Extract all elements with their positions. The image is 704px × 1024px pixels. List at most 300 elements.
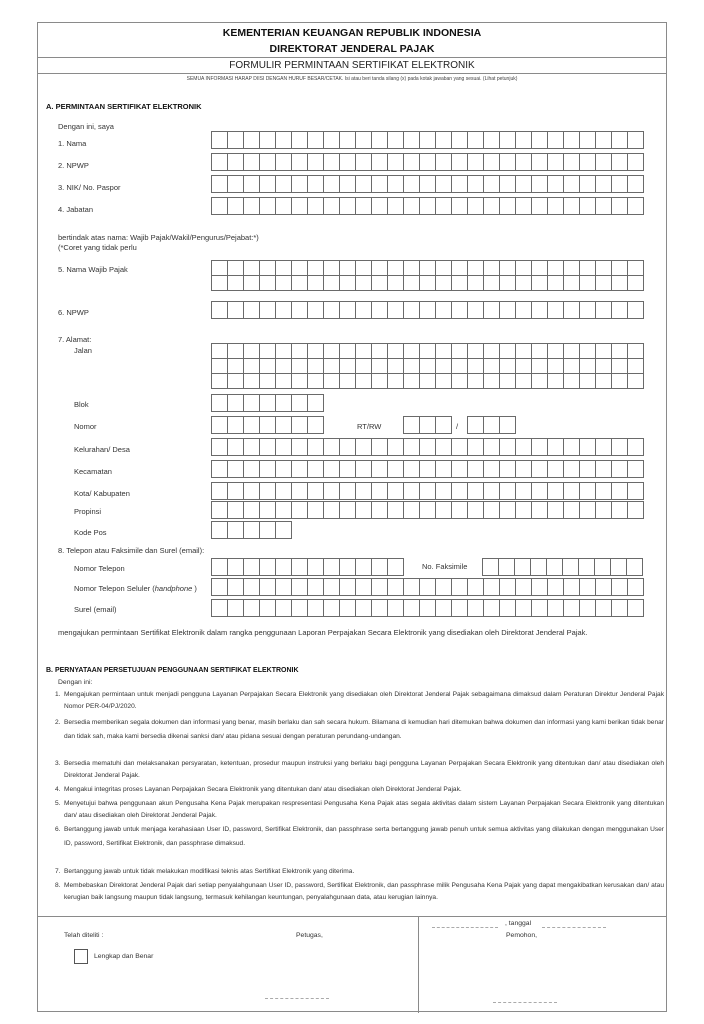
char-box[interactable] <box>356 176 372 193</box>
char-box[interactable] <box>260 439 276 456</box>
char-box[interactable] <box>356 276 372 291</box>
char-box[interactable] <box>372 600 388 617</box>
char-box[interactable] <box>244 359 260 374</box>
char-box[interactable] <box>308 198 324 215</box>
char-box[interactable] <box>404 176 420 193</box>
char-box[interactable] <box>532 261 548 276</box>
char-box[interactable] <box>276 132 292 149</box>
char-box[interactable] <box>228 502 244 519</box>
char-box[interactable] <box>292 502 308 519</box>
char-box[interactable] <box>436 132 452 149</box>
char-box[interactable] <box>436 417 452 434</box>
char-box[interactable] <box>372 502 388 519</box>
char-box[interactable] <box>260 559 276 576</box>
char-box[interactable] <box>420 600 436 617</box>
province-input-boxes[interactable] <box>211 501 644 519</box>
char-box[interactable] <box>356 154 372 171</box>
char-box[interactable] <box>596 439 612 456</box>
char-box[interactable] <box>500 374 516 389</box>
char-box[interactable] <box>244 344 260 359</box>
char-box[interactable] <box>596 154 612 171</box>
char-box[interactable] <box>548 461 564 478</box>
char-box[interactable] <box>324 502 340 519</box>
char-box[interactable] <box>372 439 388 456</box>
char-box[interactable] <box>324 276 340 291</box>
char-box[interactable] <box>564 579 580 596</box>
char-box[interactable] <box>468 261 484 276</box>
char-box[interactable] <box>516 579 532 596</box>
rt-input-boxes[interactable] <box>403 416 452 434</box>
char-box[interactable] <box>308 483 324 500</box>
char-box[interactable] <box>276 261 292 276</box>
char-box[interactable] <box>308 461 324 478</box>
char-box[interactable] <box>436 439 452 456</box>
char-box[interactable] <box>308 579 324 596</box>
char-box[interactable] <box>388 439 404 456</box>
char-box[interactable] <box>564 261 580 276</box>
char-box[interactable] <box>420 483 436 500</box>
char-box[interactable] <box>324 374 340 389</box>
char-box[interactable] <box>244 417 260 434</box>
char-box[interactable] <box>404 579 420 596</box>
char-box[interactable] <box>260 276 276 291</box>
char-box[interactable] <box>500 483 516 500</box>
char-box[interactable] <box>532 344 548 359</box>
char-box[interactable] <box>595 559 611 576</box>
char-box[interactable] <box>436 198 452 215</box>
char-box[interactable] <box>628 374 644 389</box>
char-box[interactable] <box>324 302 340 319</box>
char-box[interactable] <box>580 579 596 596</box>
char-box[interactable] <box>500 439 516 456</box>
char-box[interactable] <box>308 302 324 319</box>
char-box[interactable] <box>292 302 308 319</box>
char-box[interactable] <box>228 395 244 412</box>
char-box[interactable] <box>628 579 644 596</box>
char-box[interactable] <box>308 132 324 149</box>
char-box[interactable] <box>532 276 548 291</box>
char-box[interactable] <box>276 483 292 500</box>
char-box[interactable] <box>468 176 484 193</box>
char-box[interactable] <box>260 483 276 500</box>
char-box[interactable] <box>532 439 548 456</box>
char-box[interactable] <box>308 344 324 359</box>
char-box[interactable] <box>531 559 547 576</box>
char-box[interactable] <box>563 559 579 576</box>
char-box[interactable] <box>292 176 308 193</box>
char-box[interactable] <box>580 302 596 319</box>
char-box[interactable] <box>452 261 468 276</box>
char-box[interactable] <box>564 302 580 319</box>
char-box[interactable] <box>356 359 372 374</box>
char-box[interactable] <box>228 522 244 539</box>
char-box[interactable] <box>388 344 404 359</box>
char-box[interactable] <box>356 198 372 215</box>
char-box[interactable] <box>436 600 452 617</box>
name-input-boxes[interactable] <box>211 131 644 149</box>
char-box[interactable] <box>356 483 372 500</box>
char-box[interactable] <box>260 302 276 319</box>
char-box[interactable] <box>388 559 404 576</box>
char-box[interactable] <box>292 439 308 456</box>
char-box[interactable] <box>388 600 404 617</box>
char-box[interactable] <box>612 198 628 215</box>
char-box[interactable] <box>420 154 436 171</box>
char-box[interactable] <box>628 261 644 276</box>
char-box[interactable] <box>388 176 404 193</box>
char-box[interactable] <box>212 600 228 617</box>
char-box[interactable] <box>484 439 500 456</box>
char-box[interactable] <box>308 261 324 276</box>
char-box[interactable] <box>372 176 388 193</box>
char-box[interactable] <box>596 276 612 291</box>
char-box[interactable] <box>628 176 644 193</box>
char-box[interactable] <box>420 302 436 319</box>
char-box[interactable] <box>500 502 516 519</box>
char-box[interactable] <box>260 359 276 374</box>
char-box[interactable] <box>452 483 468 500</box>
char-box[interactable] <box>228 417 244 434</box>
char-box[interactable] <box>260 461 276 478</box>
char-box[interactable] <box>260 261 276 276</box>
char-box[interactable] <box>276 176 292 193</box>
char-box[interactable] <box>612 600 628 617</box>
rw-input-boxes[interactable] <box>467 416 516 434</box>
char-box[interactable] <box>228 559 244 576</box>
char-box[interactable] <box>468 483 484 500</box>
char-box[interactable] <box>484 344 500 359</box>
char-box[interactable] <box>532 176 548 193</box>
char-box[interactable] <box>308 417 324 434</box>
char-box[interactable] <box>580 154 596 171</box>
char-box[interactable] <box>228 483 244 500</box>
char-box[interactable] <box>452 439 468 456</box>
applicant-signature-line[interactable] <box>493 1002 557 1003</box>
char-box[interactable] <box>292 395 308 412</box>
char-box[interactable] <box>436 154 452 171</box>
char-box[interactable] <box>244 439 260 456</box>
char-box[interactable] <box>580 261 596 276</box>
char-box[interactable] <box>516 302 532 319</box>
char-box[interactable] <box>516 154 532 171</box>
char-box[interactable] <box>388 359 404 374</box>
char-box[interactable] <box>244 461 260 478</box>
char-box[interactable] <box>212 559 228 576</box>
char-box[interactable] <box>356 261 372 276</box>
char-box[interactable] <box>420 276 436 291</box>
char-box[interactable] <box>420 359 436 374</box>
char-box[interactable] <box>532 502 548 519</box>
char-box[interactable] <box>228 439 244 456</box>
char-box[interactable] <box>500 417 516 434</box>
char-box[interactable] <box>404 600 420 617</box>
char-box[interactable] <box>468 276 484 291</box>
char-box[interactable] <box>452 579 468 596</box>
char-box[interactable] <box>580 276 596 291</box>
taxpayer-npwp-input-boxes[interactable] <box>211 301 644 319</box>
char-box[interactable] <box>276 154 292 171</box>
char-box[interactable] <box>612 302 628 319</box>
char-box[interactable] <box>468 502 484 519</box>
char-box[interactable] <box>212 302 228 319</box>
char-box[interactable] <box>484 132 500 149</box>
char-box[interactable] <box>212 374 228 389</box>
char-box[interactable] <box>340 600 356 617</box>
char-box[interactable] <box>340 483 356 500</box>
char-box[interactable] <box>436 374 452 389</box>
char-box[interactable] <box>260 154 276 171</box>
char-box[interactable] <box>292 417 308 434</box>
char-box[interactable] <box>372 198 388 215</box>
char-box[interactable] <box>276 374 292 389</box>
char-box[interactable] <box>228 344 244 359</box>
char-box[interactable] <box>579 559 595 576</box>
char-box[interactable] <box>404 261 420 276</box>
char-box[interactable] <box>308 276 324 291</box>
char-box[interactable] <box>244 176 260 193</box>
date-line[interactable] <box>542 927 606 928</box>
char-box[interactable] <box>324 344 340 359</box>
char-box[interactable] <box>340 502 356 519</box>
char-box[interactable] <box>324 559 340 576</box>
char-box[interactable] <box>596 261 612 276</box>
char-box[interactable] <box>372 261 388 276</box>
char-box[interactable] <box>596 302 612 319</box>
char-box[interactable] <box>276 439 292 456</box>
char-box[interactable] <box>436 261 452 276</box>
char-box[interactable] <box>340 359 356 374</box>
char-box[interactable] <box>420 261 436 276</box>
char-box[interactable] <box>516 176 532 193</box>
char-box[interactable] <box>532 461 548 478</box>
char-box[interactable] <box>292 600 308 617</box>
char-box[interactable] <box>244 276 260 291</box>
char-box[interactable] <box>468 359 484 374</box>
char-box[interactable] <box>580 198 596 215</box>
char-box[interactable] <box>452 600 468 617</box>
char-box[interactable] <box>564 439 580 456</box>
char-box[interactable] <box>420 176 436 193</box>
char-box[interactable] <box>244 374 260 389</box>
char-box[interactable] <box>548 483 564 500</box>
char-box[interactable] <box>612 461 628 478</box>
char-box[interactable] <box>228 261 244 276</box>
char-box[interactable] <box>484 579 500 596</box>
char-box[interactable] <box>324 359 340 374</box>
char-box[interactable] <box>516 198 532 215</box>
char-box[interactable] <box>404 483 420 500</box>
char-box[interactable] <box>484 359 500 374</box>
char-box[interactable] <box>276 579 292 596</box>
char-box[interactable] <box>404 344 420 359</box>
char-box[interactable] <box>404 502 420 519</box>
char-box[interactable] <box>532 302 548 319</box>
char-box[interactable] <box>564 359 580 374</box>
char-box[interactable] <box>276 344 292 359</box>
char-box[interactable] <box>548 600 564 617</box>
char-box[interactable] <box>612 359 628 374</box>
char-box[interactable] <box>212 261 228 276</box>
char-box[interactable] <box>484 483 500 500</box>
char-box[interactable] <box>212 461 228 478</box>
char-box[interactable] <box>340 559 356 576</box>
char-box[interactable] <box>548 439 564 456</box>
char-box[interactable] <box>292 483 308 500</box>
char-box[interactable] <box>532 374 548 389</box>
char-box[interactable] <box>516 132 532 149</box>
char-box[interactable] <box>228 276 244 291</box>
char-box[interactable] <box>452 132 468 149</box>
char-box[interactable] <box>212 176 228 193</box>
char-box[interactable] <box>548 132 564 149</box>
char-box[interactable] <box>260 502 276 519</box>
char-box[interactable] <box>436 483 452 500</box>
char-box[interactable] <box>292 276 308 291</box>
char-box[interactable] <box>564 154 580 171</box>
char-box[interactable] <box>612 483 628 500</box>
char-box[interactable] <box>548 344 564 359</box>
char-box[interactable] <box>356 559 372 576</box>
char-box[interactable] <box>276 359 292 374</box>
char-box[interactable] <box>516 600 532 617</box>
char-box[interactable] <box>244 559 260 576</box>
char-box[interactable] <box>628 359 644 374</box>
char-box[interactable] <box>500 276 516 291</box>
char-box[interactable] <box>548 359 564 374</box>
char-box[interactable] <box>516 359 532 374</box>
char-box[interactable] <box>420 439 436 456</box>
char-box[interactable] <box>564 600 580 617</box>
char-box[interactable] <box>276 559 292 576</box>
char-box[interactable] <box>388 154 404 171</box>
char-box[interactable] <box>292 198 308 215</box>
char-box[interactable] <box>612 154 628 171</box>
char-box[interactable] <box>564 483 580 500</box>
char-box[interactable] <box>500 344 516 359</box>
char-box[interactable] <box>404 198 420 215</box>
char-box[interactable] <box>324 600 340 617</box>
char-box[interactable] <box>276 417 292 434</box>
char-box[interactable] <box>516 344 532 359</box>
char-box[interactable] <box>500 261 516 276</box>
char-box[interactable] <box>244 261 260 276</box>
char-box[interactable] <box>564 176 580 193</box>
village-input-boxes[interactable] <box>211 438 644 456</box>
block-input-boxes[interactable] <box>211 394 324 412</box>
char-box[interactable] <box>596 483 612 500</box>
char-box[interactable] <box>308 374 324 389</box>
char-box[interactable] <box>436 176 452 193</box>
char-box[interactable] <box>308 359 324 374</box>
char-box[interactable] <box>228 374 244 389</box>
char-box[interactable] <box>580 374 596 389</box>
char-box[interactable] <box>244 502 260 519</box>
char-box[interactable] <box>292 359 308 374</box>
postal-code-input-boxes[interactable] <box>211 521 292 539</box>
char-box[interactable] <box>340 439 356 456</box>
char-box[interactable] <box>372 579 388 596</box>
char-box[interactable] <box>452 461 468 478</box>
char-box[interactable] <box>276 502 292 519</box>
char-box[interactable] <box>500 132 516 149</box>
city-input-boxes[interactable] <box>211 482 644 500</box>
char-box[interactable] <box>340 198 356 215</box>
char-box[interactable] <box>596 502 612 519</box>
char-box[interactable] <box>484 502 500 519</box>
char-box[interactable] <box>404 417 420 434</box>
char-box[interactable] <box>468 344 484 359</box>
char-box[interactable] <box>532 359 548 374</box>
char-box[interactable] <box>596 374 612 389</box>
char-box[interactable] <box>292 154 308 171</box>
char-box[interactable] <box>340 276 356 291</box>
char-box[interactable] <box>212 395 228 412</box>
char-box[interactable] <box>356 132 372 149</box>
char-box[interactable] <box>468 600 484 617</box>
char-box[interactable] <box>324 176 340 193</box>
char-box[interactable] <box>484 461 500 478</box>
char-box[interactable] <box>404 374 420 389</box>
char-box[interactable] <box>580 132 596 149</box>
char-box[interactable] <box>372 344 388 359</box>
char-box[interactable] <box>372 374 388 389</box>
char-box[interactable] <box>260 579 276 596</box>
char-box[interactable] <box>420 579 436 596</box>
char-box[interactable] <box>532 579 548 596</box>
char-box[interactable] <box>516 483 532 500</box>
char-box[interactable] <box>452 344 468 359</box>
complete-correct-checkbox[interactable] <box>74 949 88 964</box>
officer-signature-line[interactable] <box>265 998 329 999</box>
char-box[interactable] <box>580 483 596 500</box>
char-box[interactable] <box>516 276 532 291</box>
char-box[interactable] <box>420 132 436 149</box>
char-box[interactable] <box>628 600 644 617</box>
char-box[interactable] <box>388 276 404 291</box>
char-box[interactable] <box>340 344 356 359</box>
char-box[interactable] <box>627 559 643 576</box>
char-box[interactable] <box>292 579 308 596</box>
char-box[interactable] <box>420 461 436 478</box>
place-line[interactable] <box>432 927 498 928</box>
district-input-boxes[interactable] <box>211 460 644 478</box>
char-box[interactable] <box>436 359 452 374</box>
char-box[interactable] <box>420 374 436 389</box>
char-box[interactable] <box>580 600 596 617</box>
char-box[interactable] <box>564 502 580 519</box>
char-box[interactable] <box>612 579 628 596</box>
char-box[interactable] <box>532 132 548 149</box>
char-box[interactable] <box>500 302 516 319</box>
char-box[interactable] <box>484 154 500 171</box>
char-box[interactable] <box>292 559 308 576</box>
char-box[interactable] <box>276 600 292 617</box>
char-box[interactable] <box>276 522 292 539</box>
char-box[interactable] <box>468 461 484 478</box>
char-box[interactable] <box>372 559 388 576</box>
char-box[interactable] <box>547 559 563 576</box>
char-box[interactable] <box>532 154 548 171</box>
char-box[interactable] <box>548 154 564 171</box>
char-box[interactable] <box>372 483 388 500</box>
char-box[interactable] <box>324 579 340 596</box>
char-box[interactable] <box>548 198 564 215</box>
phone-input-boxes[interactable] <box>211 558 404 576</box>
taxpayer-name-input-boxes[interactable] <box>211 260 644 291</box>
char-box[interactable] <box>548 502 564 519</box>
char-box[interactable] <box>436 302 452 319</box>
char-box[interactable] <box>484 276 500 291</box>
